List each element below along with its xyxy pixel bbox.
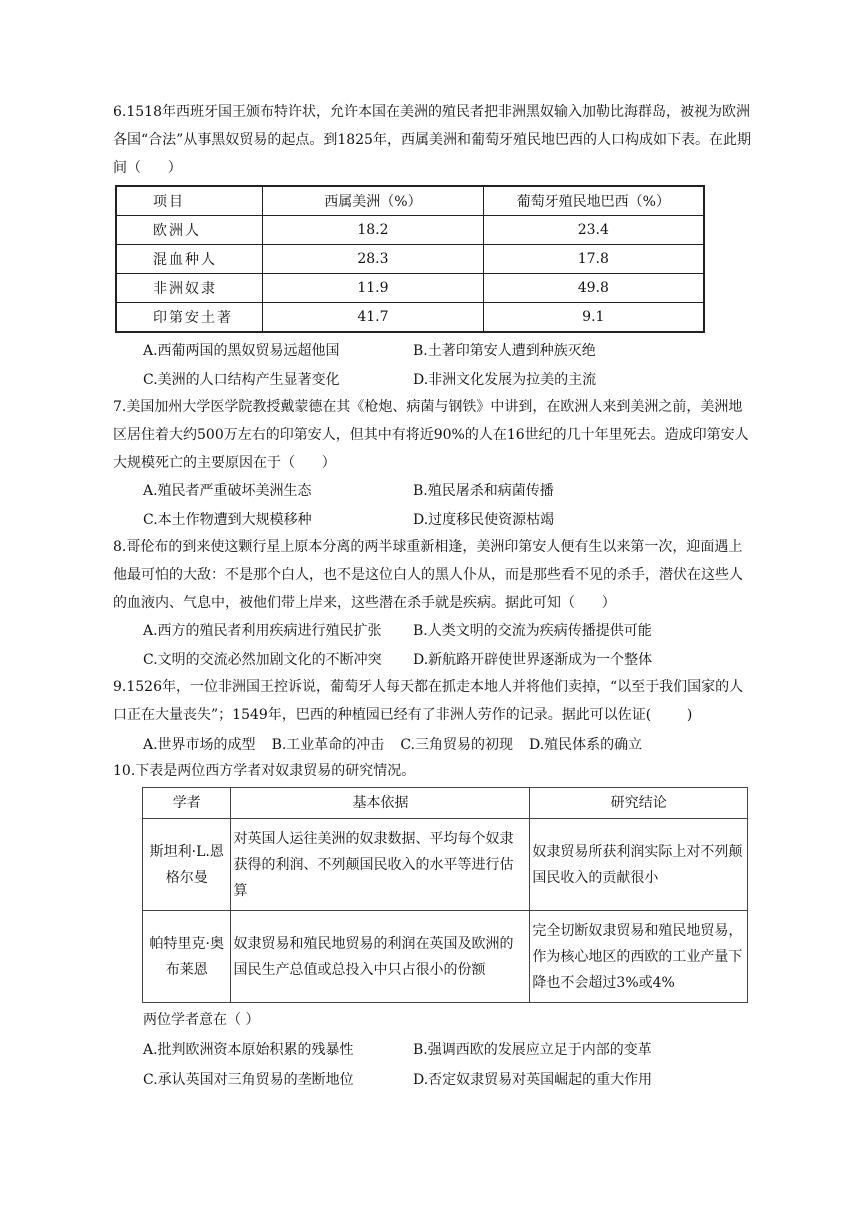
table-row bbox=[143, 911, 748, 1003]
table-cell: 23.4 bbox=[483, 216, 704, 245]
q10-option-b[interactable]: B.强调西欧的发展应立足于内部的变革 bbox=[413, 1042, 652, 1058]
q6-options-row-1 bbox=[143, 337, 763, 365]
q9-option-a[interactable]: A.世界市场的成型 bbox=[143, 737, 256, 753]
q10-stem: 10.下表是两位西方学者对奴隶贸易的研究情况。 bbox=[113, 763, 416, 779]
q7-stem: 7.美国加州大学医学院教授戴蒙德在其《枪炮、病菌与钢铁》中讲到，在欧洲人来到美洲之前，美洲地区居住着大约500万左右的印第安人，但其中有将近90%的人在16世纪的几十年里死去。造成印第安人大规模死亡的主要原因在于（ ） bbox=[113, 399, 749, 471]
table-cell: 49.8 bbox=[483, 274, 704, 303]
table-header: 研究结论 bbox=[530, 788, 748, 819]
q6-population-table bbox=[115, 185, 705, 333]
q7-options-row-2 bbox=[143, 506, 763, 534]
q6-stem: 6.1518年西班牙国王颁布特许状，允许本国在美洲的殖民者把非洲黑奴输入加勒比海群岛，被视为欧洲各国“合法”从事黑奴贸易的起点。到1825年，西属美洲和葡萄牙殖民地巴西的人口构成如下表。在此期间（ ） bbox=[113, 104, 751, 176]
table-row bbox=[116, 303, 704, 333]
table-cell: 完全切断奴隶贸易和殖民地贸易，作为核心地区的西欧的工业产量下降也不会超过3%或4% bbox=[530, 911, 748, 1003]
table-header: 西属美洲（%） bbox=[263, 186, 483, 216]
q6-options-row-2 bbox=[143, 366, 763, 394]
table-cell: 欧洲人 bbox=[116, 216, 263, 245]
table-header: 葡萄牙殖民地巴西（%） bbox=[483, 186, 704, 216]
q8-option-b[interactable]: B.人类文明的交流为疾病传播提供可能 bbox=[413, 623, 652, 639]
q10-option-a[interactable]: A.批判欧洲资本原始积累的残暴性 bbox=[143, 1042, 354, 1058]
q7-options-row-1 bbox=[143, 477, 763, 505]
q6-option-c[interactable]: C.美洲的人口结构产生显著变化 bbox=[143, 372, 340, 388]
q6-option-b[interactable]: B.土著印第安人遭到种族灭绝 bbox=[413, 343, 596, 359]
table-row bbox=[116, 274, 704, 303]
table-cell: 11.9 bbox=[263, 274, 483, 303]
table-cell: 28.3 bbox=[263, 245, 483, 274]
table-row bbox=[116, 245, 704, 274]
table-cell: 奴隶贸易和殖民地贸易的利润在英国及欧洲的国民生产总值或总投入中只占很小的份额 bbox=[231, 911, 530, 1003]
table-cell: 对英国人运往美洲的奴隶数据、平均每个奴隶获得的利润、不列颠国民收入的水平等进行估算 bbox=[231, 819, 530, 911]
q7-option-a[interactable]: A.殖民者严重破坏美洲生态 bbox=[143, 483, 312, 499]
q10-scholars-table bbox=[142, 787, 748, 1003]
table-header-row bbox=[143, 788, 748, 819]
q9-options-row bbox=[143, 731, 763, 759]
q7-option-d[interactable]: D.过度移民使资源枯竭 bbox=[413, 512, 555, 528]
q9-option-c[interactable]: C.三角贸易的初现 bbox=[400, 737, 513, 753]
q10-prompt-row bbox=[143, 1006, 763, 1034]
q8-options-row-2 bbox=[143, 646, 763, 674]
table-header-row bbox=[116, 186, 704, 216]
table-cell: 18.2 bbox=[263, 216, 483, 245]
q9-option-b[interactable]: B.工业革命的冲击 bbox=[271, 737, 385, 753]
table-header: 学者 bbox=[143, 788, 231, 819]
table-row bbox=[116, 216, 704, 245]
q9-option-d[interactable]: D.殖民体系的确立 bbox=[528, 737, 643, 753]
table-cell: 印第安土著 bbox=[116, 303, 263, 333]
q10-prompt: 两位学者意在（ ） bbox=[143, 1012, 260, 1028]
q8-stem: 8.哥伦布的到来使这颗行星上原本分离的两半球重新相逢，美洲印第安人便有生以来第一次，迎面遇上他最可怕的大敌：不是那个白人，也不是这位白人的黑人仆从，而是那些看不见的杀手，潜伏在这些人的血液内、气息中，被他们带上岸来，这些潜在杀手就是疾病。据此可知（ ） bbox=[113, 539, 743, 611]
table-header: 项目 bbox=[116, 186, 263, 216]
q10-option-c[interactable]: C.承认英国对三角贸易的垄断地位 bbox=[143, 1072, 354, 1088]
table-cell: 非洲奴隶 bbox=[116, 274, 263, 303]
table-cell: 41.7 bbox=[263, 303, 483, 333]
q8-option-a[interactable]: A.西方的殖民者利用疾病进行殖民扩张 bbox=[143, 623, 382, 639]
q6-option-d[interactable]: D.非洲文化发展为拉美的主流 bbox=[413, 372, 597, 388]
q7-option-b[interactable]: B.殖民屠杀和病菌传播 bbox=[413, 483, 554, 499]
q10-options-row-1 bbox=[143, 1036, 763, 1064]
q9-stem: 9.1526年，一位非洲国王控诉说，葡萄牙人每天都在抓走本地人并将他们卖掉，“以至于我们国家的人口正在大量丧失”；1549年，巴西的种植园已经有了非洲人劳作的记录。据此可以佐证( ) bbox=[113, 679, 744, 723]
q7-option-c[interactable]: C.本土作物遭到大规模移种 bbox=[143, 512, 312, 528]
q8-option-c[interactable]: C.文明的交流必然加剧文化的不断冲突 bbox=[143, 652, 382, 668]
table-cell: 奴隶贸易所获利润实际上对不列颠国民收入的贡献很小 bbox=[530, 819, 748, 911]
table-cell: 9.1 bbox=[483, 303, 704, 333]
table-header: 基本依据 bbox=[231, 788, 530, 819]
table-cell: 17.8 bbox=[483, 245, 704, 274]
table-cell: 混血种人 bbox=[116, 245, 263, 274]
q6-option-a[interactable]: A.西葡两国的黑奴贸易远超他国 bbox=[143, 343, 340, 359]
table-row bbox=[143, 819, 748, 911]
q8-option-d[interactable]: D.新航路开辟使世界逐渐成为一个整体 bbox=[413, 652, 653, 668]
q10-option-d[interactable]: D.否定奴隶贸易对英国崛起的重大作用 bbox=[413, 1072, 653, 1088]
table-cell: 斯坦利·L.恩格尔曼 bbox=[143, 819, 231, 911]
table-cell: 帕特里克·奥布莱恩 bbox=[143, 911, 231, 1003]
q8-options-row-1 bbox=[143, 617, 763, 645]
q10-options-row-2 bbox=[143, 1066, 763, 1094]
